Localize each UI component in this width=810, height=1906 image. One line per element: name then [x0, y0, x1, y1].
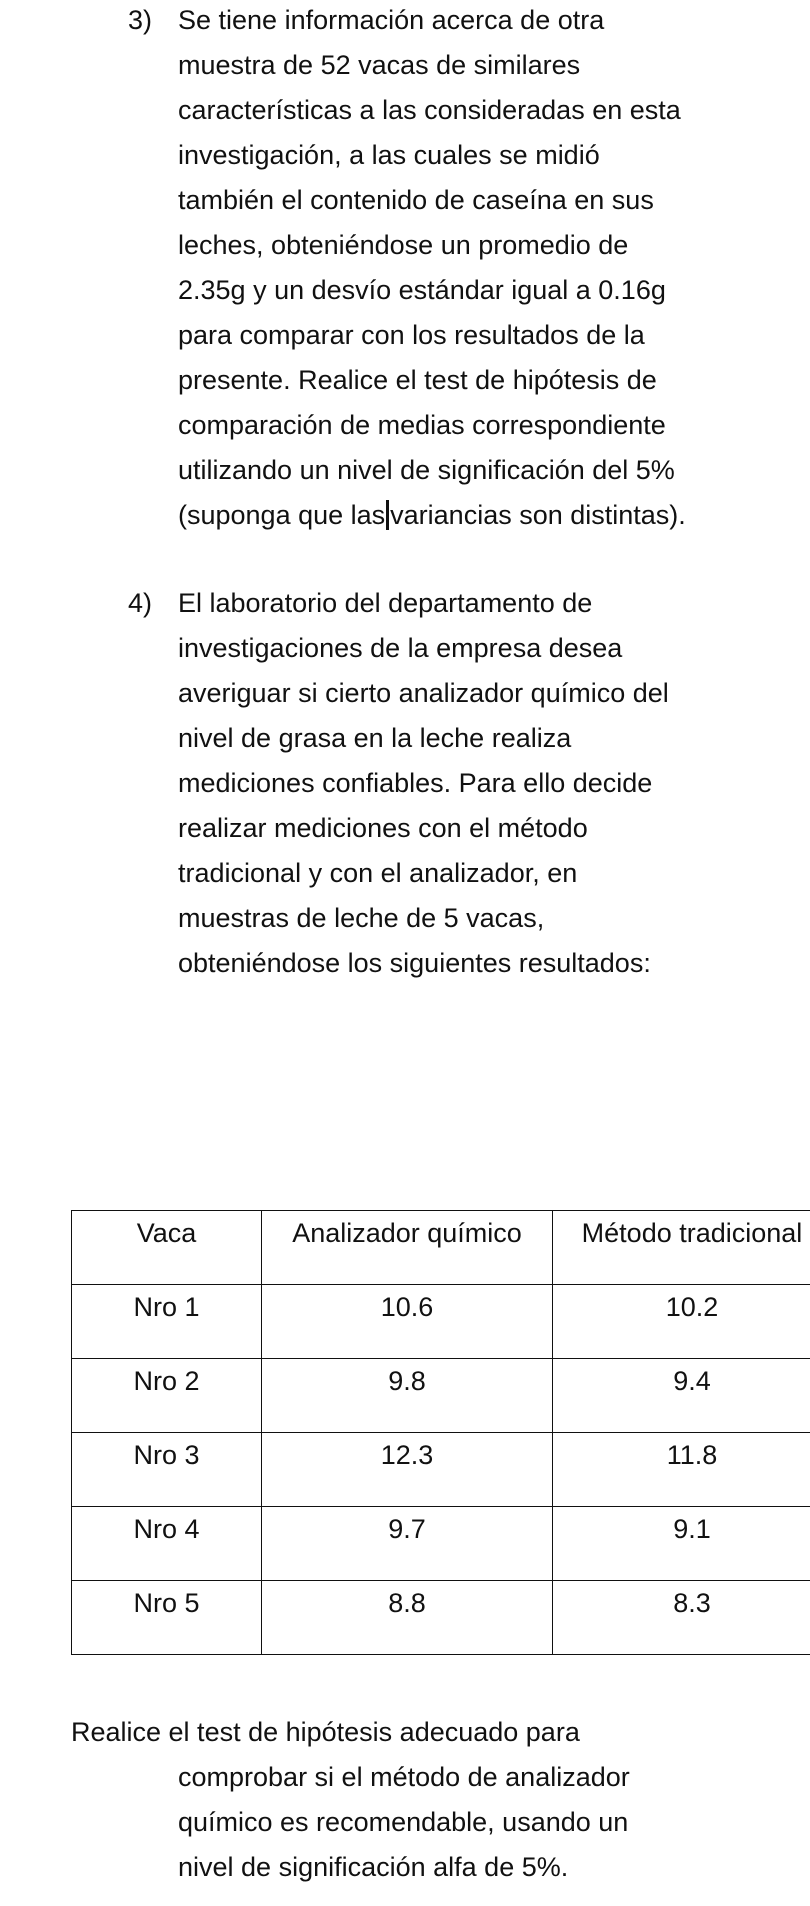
exercise-3-number: 3)	[128, 5, 153, 35]
table-cell-vaca: Nro 3	[72, 1433, 262, 1507]
text-line: averiguar si cierto analizador químico del	[178, 678, 669, 708]
text-line: El laboratorio del departamento de	[178, 588, 593, 618]
text-line: tradicional y con el analizador, en	[178, 858, 578, 888]
text-line: muestra de 52 vacas de similares	[178, 50, 581, 80]
table-cell-metodo: 10.2	[553, 1285, 810, 1359]
text-line: comprobar si el método de analizador	[178, 1762, 630, 1792]
table-cell-analizador: 9.8	[262, 1359, 553, 1433]
column-header-analizador: Analizador químico	[262, 1211, 553, 1285]
results-table-wrapper	[71, 1210, 810, 1655]
table-cell-analizador: 10.6	[262, 1285, 553, 1359]
text-line: leches, obteniéndose un promedio de	[178, 230, 629, 260]
table-row	[72, 1581, 810, 1655]
text-line: Realice el test de hipótesis adecuado para	[71, 1717, 580, 1747]
table-row	[72, 1359, 810, 1433]
text-segment: variancias son distintas).	[390, 500, 686, 530]
text-line: investigación, a las cuales se midió	[178, 140, 600, 170]
table-row	[72, 1285, 810, 1359]
closing-instruction	[71, 1710, 771, 1890]
text-line-with-cursor	[178, 493, 768, 538]
exercise-4-number: 4)	[128, 588, 153, 618]
column-header-metodo: Método tradicional	[553, 1211, 810, 1285]
text-cursor	[386, 500, 389, 530]
table-cell-analizador: 9.7	[262, 1507, 553, 1581]
text-line: investigaciones de la empresa desea	[178, 633, 623, 663]
table-header-row	[72, 1211, 810, 1285]
text-line: nivel de grasa en la leche realiza	[178, 723, 572, 753]
text-line: realizar mediciones con el método	[178, 813, 588, 843]
table-cell-vaca: Nro 1	[72, 1285, 262, 1359]
text-line: utilizando un nivel de significación del 5%	[178, 455, 675, 485]
table-cell-vaca: Nro 5	[72, 1581, 262, 1655]
table-cell-metodo: 11.8	[553, 1433, 810, 1507]
table-cell-analizador: 8.8	[262, 1581, 553, 1655]
text-line: también el contenido de caseína en sus	[178, 185, 654, 215]
table-cell-vaca: Nro 2	[72, 1359, 262, 1433]
table-cell-vaca: Nro 4	[72, 1507, 262, 1581]
table-cell-analizador: 12.3	[262, 1433, 553, 1507]
text-line: muestras de leche de 5 vacas,	[178, 903, 545, 933]
text-segment: (suponga que las	[178, 500, 386, 530]
table-cell-metodo: 9.4	[553, 1359, 810, 1433]
exercise-3	[128, 0, 768, 538]
exercise-3-text	[178, 0, 768, 538]
column-header-vaca: Vaca	[72, 1211, 262, 1285]
text-line: presente. Realice el test de hipótesis de	[178, 365, 657, 395]
text-line: Se tiene información acerca de otra	[178, 5, 605, 35]
table-row	[72, 1433, 810, 1507]
text-line: comparación de medias correspondiente	[178, 410, 666, 440]
text-line: 2.35g y un desvío estándar igual a 0.16g	[178, 275, 666, 305]
results-table	[71, 1210, 810, 1655]
text-line: nivel de significación alfa de 5%.	[178, 1852, 569, 1882]
text-line: obteniéndose los siguientes resultados:	[178, 948, 651, 978]
exercise-4-text	[178, 581, 768, 986]
table-row	[72, 1507, 810, 1581]
text-line: características a las consideradas en esta	[178, 95, 681, 125]
text-line: químico es recomendable, usando un	[178, 1807, 629, 1837]
text-line: mediciones confiables. Para ello decide	[178, 768, 653, 798]
table-cell-metodo: 8.3	[553, 1581, 810, 1655]
text-line: para comparar con los resultados de la	[178, 320, 645, 350]
table-cell-metodo: 9.1	[553, 1507, 810, 1581]
exercise-4	[128, 581, 768, 986]
